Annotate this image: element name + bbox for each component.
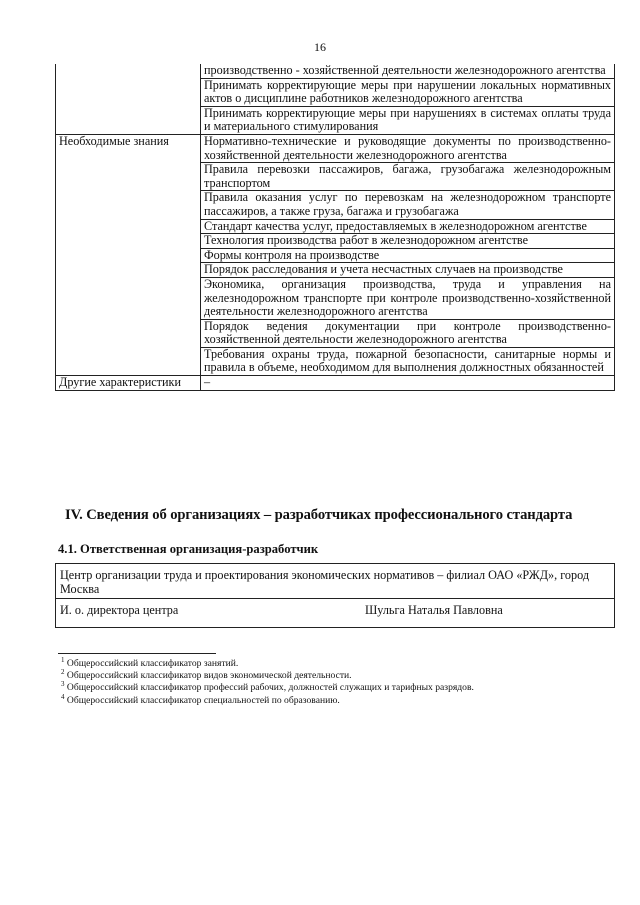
row-label: Необходимые знания <box>56 134 201 375</box>
organization-table <box>55 563 615 628</box>
footnote <box>61 692 601 707</box>
table-cell: производственно - хозяйственной деятельности железнодорожного агентства <box>201 64 615 78</box>
footnote <box>61 670 601 682</box>
requirements-table <box>55 64 615 391</box>
subsection-heading: 4.1. Ответственная организация-разработчик <box>58 542 319 556</box>
footnote-divider <box>58 653 216 654</box>
page-number: 16 <box>314 40 326 54</box>
table-cell: Порядок расследования и учета несчастных случаев на производстве <box>201 263 615 278</box>
footnotes <box>61 655 601 707</box>
table-cell: Формы контроля на производстве <box>201 248 615 263</box>
director-title: И. о. директора центра <box>60 603 179 617</box>
footnote-text: Общероссийский классификатор профессий рабочих, должностей служащих и тарифных разрядов. <box>66 682 474 694</box>
table-cell: Порядок ведения документации при контроле производственно-хозяйственной деятельности железнодорожного агентства <box>201 319 615 347</box>
table-row <box>56 599 615 628</box>
table-cell: Принимать корректирующие меры при нарушениях в системах оплаты труда и материального стимулирования <box>201 106 615 134</box>
organization-name: Центр организации труда и проектирования экономических нормативов – филиал ОАО «РЖД», город Москва <box>56 564 615 599</box>
table-row <box>56 376 615 391</box>
table-cell: Правила оказания услуг по перевозкам на железнодорожном транспорте пассажиров, а также груза, багажа и грузобагажа <box>201 191 615 219</box>
section-heading: IV. Сведения об организациях – разработчиках профессионального стандарта <box>65 507 573 523</box>
table-row <box>56 564 615 599</box>
table-cell: Стандарт качества услуг, предоставляемых в железнодорожном агентстве <box>201 219 615 234</box>
footnote <box>61 655 601 670</box>
footnote-number: 4 <box>61 692 65 701</box>
row-label <box>56 64 201 134</box>
table-row <box>56 64 615 78</box>
table-cell: Нормативно-технические и руководящие документы по производственно-хозяйственной деятельности железнодорожного агентства <box>201 134 615 162</box>
footnote-number: 3 <box>61 680 65 689</box>
footnote-text: Общероссийский классификатор видов экономической деятельности. <box>66 670 352 682</box>
table-cell: Технология производства работ в железнодорожном агентстве <box>201 234 615 249</box>
row-label: Другие характеристики <box>56 376 201 391</box>
director-cell <box>56 599 615 628</box>
table-cell: Экономика, организация производства, труда и управления на железнодорожном транспорте при контроле производственно-хозяйственной деятельности железнодорожного агентства <box>201 277 615 319</box>
table-cell: – <box>201 376 615 391</box>
director-name: Шульга Наталья Павловна <box>365 603 503 617</box>
footnote-text: Общероссийский классификатор занятий. <box>66 658 239 669</box>
table-cell: Правила перевозки пассажиров, багажа, грузобагажа железнодорожным транспортом <box>201 163 615 191</box>
footnote-number: 1 <box>61 655 65 664</box>
footnote <box>61 682 601 694</box>
table-cell: Принимать корректирующие меры при нарушении локальных нормативных актов о дисциплине работников железнодорожного агентства <box>201 78 615 106</box>
footnote-text: Общероссийский классификатор специальностей по образованию. <box>66 694 340 706</box>
table-row <box>56 134 615 162</box>
footnote-number: 2 <box>61 668 65 677</box>
table-cell: Требования охраны труда, пожарной безопасности, санитарные нормы и правила в объеме, необходимом для выполнения должностных обязанностей <box>201 347 615 375</box>
